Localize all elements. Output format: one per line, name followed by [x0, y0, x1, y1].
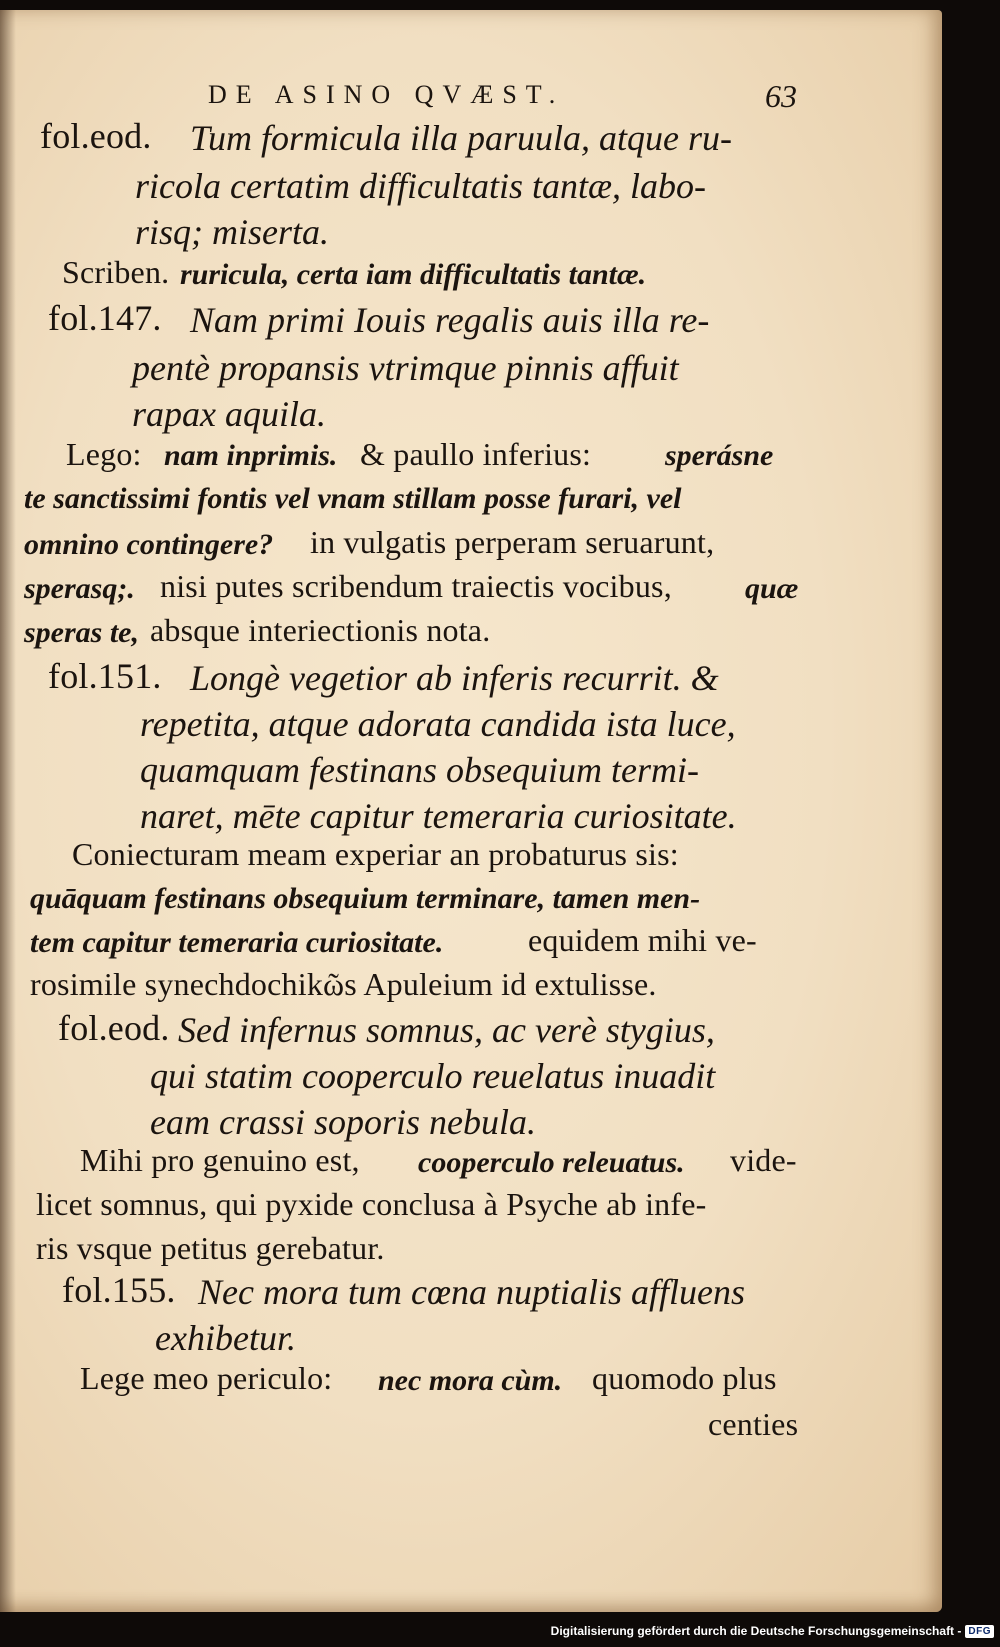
quoted-line: repetita, atque adorata candida ista luce,: [140, 704, 736, 744]
dfg-logo: DFG: [965, 1625, 994, 1638]
page-text: [0, 10, 942, 1612]
commentary-line: quomodo plus: [592, 1360, 777, 1396]
quoted-line: naret, mēte capitur temeraria curiositate.: [140, 796, 737, 836]
quoted-line: ricola certatim difficultatis tantæ, labo-: [135, 166, 706, 206]
credit-text: Digitalisierung gefördert durch die Deutsche Forschungsgemeinschaft -: [550, 1624, 962, 1638]
commentary-line: vide-: [730, 1142, 797, 1178]
folio-ref: fol.155.: [62, 1270, 176, 1310]
commentary-line: in vulgatis perperam seruarunt,: [310, 524, 715, 560]
quoted-line: exhibetur.: [155, 1318, 296, 1358]
quoted-line: Tum formicula illa paruula, atque ru-: [190, 118, 733, 158]
quoted-line: Nam primi Iouis regalis auis illa re-: [190, 300, 710, 340]
folio-ref: fol.eod.: [58, 1008, 170, 1048]
commentary-line: & paullo inferius:: [360, 436, 592, 472]
commentary-line: nisi putes scribendum traiectis vocibus,: [160, 568, 672, 604]
commentary-italic: quāquam festinans obsequium terminare, tamen men-: [30, 882, 701, 915]
digitization-credit: [551, 1621, 994, 1641]
folio-ref: fol.eod.: [40, 116, 152, 156]
commentary-line: equidem mihi ve-: [528, 922, 757, 958]
commentary-italic: sperásne: [665, 439, 774, 472]
page-number: 63: [765, 78, 797, 114]
quoted-line: eam crassi soporis nebula.: [150, 1102, 536, 1142]
commentary-italic: tem capitur temeraria curiositate.: [30, 926, 444, 959]
commentary-line: licet somnus, qui pyxide conclusa à Psyche ab infe-: [36, 1186, 707, 1222]
quoted-line: Longè vegetior ab inferis recurrit. &: [190, 658, 719, 698]
quoted-line: Sed infernus somnus, ac verè stygius,: [178, 1010, 715, 1050]
commentary-line: rosimile synechdochikῶs Apuleium id extulisse.: [30, 966, 657, 1002]
book-page: [0, 10, 942, 1612]
commentary-line: Coniecturam meam experiar an probaturus sis:: [72, 836, 679, 872]
commentary-italic: sperasq;.: [24, 572, 135, 605]
commentary-italic: nam inprimis.: [164, 439, 338, 472]
running-head: DE ASINO QVÆST.: [208, 80, 565, 109]
commentary-line: ris vsque petitus gerebatur.: [36, 1230, 385, 1266]
commentary-line: absque interiectionis nota.: [150, 612, 491, 648]
commentary-italic: nec mora cùm.: [378, 1364, 563, 1397]
commentary-line: Mihi pro genuino est,: [80, 1142, 360, 1178]
commentary-line: Lege meo periculo:: [80, 1360, 333, 1396]
commentary-italic: ruricula, certa iam difficultatis tantæ.: [180, 258, 647, 291]
quoted-line: pentè propansis vtrimque pinnis affuit: [132, 348, 679, 388]
folio-ref: fol.151.: [48, 656, 162, 696]
commentary-italic: te sanctissimi fontis vel vnam stillam posse furari, vel: [24, 482, 682, 515]
catchword: centies: [708, 1406, 799, 1442]
commentary-italic: cooperculo releuatus.: [418, 1146, 685, 1179]
folio-ref: fol.147.: [48, 298, 162, 338]
commentary-line: Lego:: [66, 436, 142, 472]
quoted-line: qui statim cooperculo reuelatus inuadit: [150, 1056, 716, 1096]
quoted-line: quamquam festinans obsequium termi-: [140, 750, 699, 790]
quoted-line: rapax aquila.: [132, 394, 326, 434]
commentary-italic: omnino contingere?: [24, 528, 274, 561]
quoted-line: Nec mora tum cœna nuptialis affluens: [198, 1272, 745, 1312]
commentary-line: Scriben.: [62, 254, 170, 290]
quoted-line: risq; miserta.: [135, 212, 330, 252]
commentary-italic: speras te,: [24, 616, 139, 649]
commentary-italic: quæ: [745, 572, 799, 605]
